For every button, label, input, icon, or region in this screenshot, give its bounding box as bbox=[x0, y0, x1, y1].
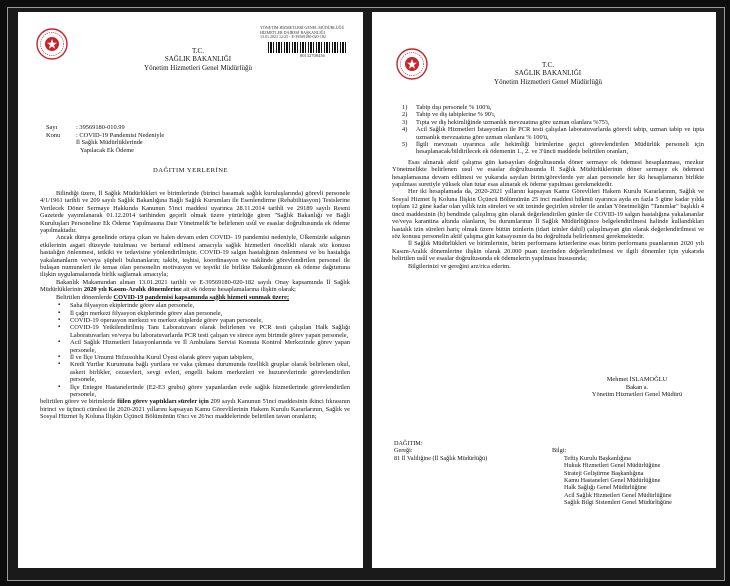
header-tc: T.C. bbox=[542, 61, 554, 69]
list-number: 2) bbox=[402, 111, 408, 119]
page-2-body bbox=[392, 104, 704, 270]
list-item: ▪ İl ve İlçe Umumi Hıfzıssıhha Kurul Üyesi olarak görev yapan tabiplere, bbox=[70, 354, 350, 361]
paragraph-1: Bilindiği üzere, İl Sağlık Müdürlükleri ve birimlerinde (birinci basamak sağlık kuruluşlarında) görevli personele 4/1/1961 tarihli ve 209 sayılı Sağlık Bakanlığına Bağlı Sağlık Kurumları ile Esenlendirme (Rehabilitasyon) Tesislerine Verilecek Döner Sermaye Hakkında Kanunun 5'inci maddesi uyarınca 28.11.2014 tarihli ve 29189 sayılı Resmi Gazetede yayımlanarak 01.12.2014 tarihinden geçerli olmak üzere yürürlüğe giren "Sağlık Bakanlığı ve Bağlı Kuruluşları Personeline Ek Ödeme Yapılmasına Dair Yönetmelik"te belirlenen usûl ve esaslar doğrultusunda ek ödeme yapılmaktadır. bbox=[40, 190, 350, 235]
list-number: 1) bbox=[402, 104, 408, 111]
konu-value: : COVID-19 Pandemisi Nedeniyle bbox=[76, 131, 165, 139]
header-tc: T.C. bbox=[192, 47, 204, 55]
signature-block bbox=[572, 376, 702, 399]
list-item bbox=[402, 104, 704, 111]
header-ministry: SAĞLIK BAKANLIĞI bbox=[164, 55, 232, 64]
paragraph-5-emphasis: fiilen görev yaptıkları süreler için bbox=[117, 398, 209, 406]
letterhead bbox=[118, 47, 278, 72]
konu-line-3: Yapılacak Ek Ödeme bbox=[80, 146, 135, 154]
distribution-gereg-item: 81 İl Valiliğine (İl Sağlık Müdürlüğü) bbox=[394, 454, 488, 462]
barcode-icon bbox=[268, 42, 348, 53]
list-item: ▪ Acil Sağlık Hizmetleri İstasyonlarında ve İl Ambulans Servisi Komuta Kontrol Merkezinde görev yapan personele, bbox=[70, 339, 350, 354]
list-item: Hukuk Hizmetleri Genel Müdürlüğüne bbox=[564, 462, 661, 470]
paragraph-5 bbox=[40, 398, 350, 420]
document-page-1 bbox=[18, 12, 363, 568]
barcode-number: 00132708436 bbox=[300, 52, 325, 58]
header-directorate: Yönetim Hizmetleri Genel Müdürlüğü bbox=[494, 77, 602, 86]
duty-list bbox=[40, 302, 350, 398]
list-item: Halk Sağlığı Genel Müdürlüğüne bbox=[564, 484, 647, 492]
stamp-line-1: YÖNETİM HİZMETLERİ GENEL MÜDÜRLÜĞÜ bbox=[260, 25, 345, 30]
distribution-gereg-label: Gereği: bbox=[394, 447, 413, 455]
distribution-list bbox=[394, 440, 704, 507]
page-1-body bbox=[40, 190, 350, 421]
header-directorate: Yönetim Hizmetleri Genel Müdürlüğü bbox=[144, 63, 252, 72]
paragraph-3-text: Bakanlık Makamından alınan 13.01.2021 tarihli ve E-39569180-020-182 sayılı Onay kapsamında İl Sağlık Müdürlüklerinin bbox=[40, 278, 350, 294]
closing-line: Bilgilerinizi ve gereğini arz/rica ederim. bbox=[408, 262, 511, 270]
list-item bbox=[402, 119, 704, 126]
letterhead bbox=[468, 61, 628, 86]
sayi-value: : 39569180-010.99 bbox=[76, 124, 125, 131]
paragraph-6: Esas alınarak aktif çalışma gün katsayıları doğrultusunda döner sermaye ek ödemesi hesaplanması, mezkur Yönetmelikte belirlenen usul ve esaslar doğrultusunda İl Sağlık Müdürlüklerinin döner sermaye ek ödemesi hesaplamasına devam edilmesi ve yukarıda sayılan birim/görevlerde yer alan personele her iki hesaplamanın birlikte yapılması suretiyle yüksek olan tutar esas alınarak ek ödeme yapılması gerekmektedir. bbox=[392, 158, 704, 189]
list-item: Strateji Geliştirme Başkanlığına bbox=[564, 469, 644, 477]
paragraph-4 bbox=[40, 294, 350, 301]
list-item: Sağlık Bilgi Sistemleri Genel Müdürlüğüne bbox=[564, 499, 672, 507]
registry-stamp bbox=[260, 26, 358, 58]
signer-name: Mehmet İSLAMOĞLU bbox=[606, 376, 668, 383]
list-text: Tabip ve diş tabiplerine % 90'ı, bbox=[416, 111, 496, 119]
header-ministry: SAĞLIK BAKANLIĞI bbox=[514, 69, 582, 78]
list-item: Teftiş Kurulu Başkanlığına bbox=[564, 454, 631, 462]
list-item: Acil Sağlık Hizmetleri Genel Müdürlüğüne bbox=[564, 491, 672, 499]
list-item bbox=[402, 141, 704, 156]
list-text: Tabip dışı personele % 100'ü, bbox=[416, 104, 492, 111]
list-number: 4) bbox=[402, 126, 408, 134]
paragraph-5-text: belirtilen görev ve birimlerde bbox=[40, 398, 118, 406]
list-item: Kamu Hastaneleri Genel Müdürlüğüne bbox=[564, 477, 661, 485]
list-text: Acil Sağlık Hizmetleri İstasyonları ile PCR testi çalışılan laboratuvarlarda görevli tabip, uzman tabip ve tıpta uzmanlık mevzuatına göre uzman olanlara % 100'ü, bbox=[416, 126, 704, 141]
list-number: 5) bbox=[402, 141, 408, 149]
paragraph-3 bbox=[40, 279, 350, 294]
stamp-line-2: HİZMETLER DAİRESİ BAŞKANLIĞI bbox=[260, 29, 325, 35]
paragraph-8: İl Sağlık Müdürlükleri ve birimlerinin, birim performans kriterlerine esas birim performans puanlarının 2020 yılı Kasım-Aralık dönemlerine ilişkin olarak 20.000 puan üzerinden değerlendirilmesi ve ilgili dönemler için yukarıda belirtilen usûl ve esaslar doğrultusunda ek ödemelerin yapılması hususunda; bbox=[392, 240, 704, 263]
paragraph-2: Ancak dünya genelinde ortaya çıkan ve halen devam eden COVID- 19 pandemisi nedeniyle, Ülkemizde salgının etkilerinin asgari düzeyde tutulması ve bertaraf edilmesi amacıyla sağlık hizmetleri öncelikli olarak söz konusu hastalığın önlenmesi, tetkiki ve tedavisine yönlendirilmiştir. COVID-19 salgın hastalığının önlenmesi ve bu hastalığa yakalananların ve/veya şüpheli bulunanların; takibi, teşhisi, koordinasyon ve naklinde görevlendirilen personel ile bulaşan numuneleri ile temas olan personelin motivasyon ve teşviki ile birlikte Bakanlığımızın ek ödeme dağıtımına ilişkin uygulamalarında birlik sağlamak amacıyla; bbox=[40, 234, 350, 279]
paragraph-7: Her iki hesaplamada da, 2020-2021 yıllarını kapsayan Kamu Görevlileri Hakem Kurulu Kararlarının, Sağlık ve Sosyal Hizmet İş Koluna İlişkin Üçüncü Bölümünün 25 inci maddesi hükmü uyarınca ayda en fazla 5 güne kadar yılda toplam 12 güne kadar olan yıllık izin süreleri ve süt izninde geçirilen süreler ile anılan Yönetmeliğin "Tanımlar" başlıklı 4 üncü maddesinin (h) bendinde çalışılmış gün olarak değerlendirilen günler ile COVID-19 salgın hastalığına yakalananlar ve/veya karantina altında olanların, bu durumlarının İl Sağlık Müdürlüğünce belgelendirilmesi halinde kullandıkları hastalık izin süreleri hariç olmak üzere bütün izinlerin (idari izinler dahil) çalışılmayan gün olarak değerlendirilmesi ve söz konusu personelin aktif çalışma gün katsayısının da bu doğrultuda belirlenmesi gerekmektedir. bbox=[392, 188, 704, 240]
list-item: ▪ İl çağrı merkezi filyasyon ekiplerinde görev alan personele, bbox=[70, 310, 350, 317]
stamp-line-3: 13.01.2021 12:25 - E-39569180-020-182 bbox=[260, 34, 326, 40]
list-item: ▪ COVID-19 Yetkilendirilmiş Tanı Laboratuvarı olarak belirlenen ve PCR testi çalışılan Halk Sağlığı Laboratuvarları ve/veya bu laboratuvarlarda PCR testi çalışan ve sürece aynı birimde görev yapan personele, bbox=[70, 324, 350, 339]
list-text: Tıpta ve diş hekimliğinde uzmanlık mevzuatına göre uzman olanlara %75'i, bbox=[416, 118, 610, 126]
signer-role: Bakan a. bbox=[625, 383, 649, 391]
list-item bbox=[402, 111, 704, 118]
list-item: ▪ COVID-19 operasyon merkezi ve merkez ekiplerde görev yapan personele, bbox=[70, 317, 350, 324]
distribution-bilgi-label: Bilgi: bbox=[552, 447, 567, 455]
ministry-logo-icon bbox=[396, 48, 428, 80]
distribution-title: DAĞITIM: bbox=[394, 440, 423, 447]
list-item: ▪ Kredi Yurtlar Kurumuna bağlı yurtlara ve vaka çıkması durumunda özellikli gruplar olarak belirlenen okul, askeri birlikler, cezaevleri, sevgi evleri, engelli bakım merkezleri ve huzurevlerinde görevlendirilen personele, bbox=[70, 361, 350, 383]
paragraph-3-end: ait ek ödeme hesaplamalarına ilişkin olarak; bbox=[181, 286, 296, 294]
paragraph-4-scope: COVID-19 pandemisi kapsamında sağlık hizmeti sunmak üzere; bbox=[113, 293, 290, 301]
list-item: ▪ İlçe Entegre Hastanelerinde (E2-E3 grubu) görev yapanlardan evde sağlık hizmetlerinde görevlendirilen personele, bbox=[70, 384, 350, 399]
list-item bbox=[402, 126, 704, 141]
addressee-title: DAĞITIM YERLERİNE bbox=[152, 167, 229, 174]
list-number: 3) bbox=[402, 118, 408, 126]
ministry-logo-icon bbox=[36, 28, 68, 60]
sayi-label: Sayı bbox=[46, 124, 58, 131]
konu-line-2: İl Sağlık Müdürlüklerinde bbox=[76, 139, 143, 147]
document-meta bbox=[46, 124, 164, 154]
distribution-bilgi-items bbox=[552, 455, 672, 507]
signer-title: Yönetim Hizmetleri Genel Müdürü bbox=[591, 391, 683, 399]
paragraph-4-text: Belirtilen dönemlerde bbox=[56, 293, 114, 301]
konu-label: Konu bbox=[46, 131, 61, 139]
list-text: İlgili mevzuatı uyarınca aile hekimliği birimlerine geçici görevlendirilen Müdürlük personeli için hesaplanacak/bildirilecek ek ödemenin 1., 2. ve 3'üncü maddede belirtilen oranları, bbox=[416, 141, 704, 156]
paragraph-3-period: 2020 yılı Kasım-Aralık dönemlerine bbox=[83, 286, 182, 294]
list-item: ▪ Saha filyasyon ekiplerinde görev alan personele, bbox=[70, 302, 350, 309]
paragraph-5-end: 209 sayılı Kanunun 5'inci maddesinin ikinci fıkrasının birinci ve üçüncü cümlesi ile 2020-2021 yıllarını kapsayan Kamu Görevlilerinin Hakem Kurulu Kararlarının, Sağlık ve Sosyal Hizmet İş Koluna İlişkin Üçüncü Bölümünün 6'ncı ve 26'ncı maddelerinde belirtilen tavan oranların; bbox=[40, 398, 350, 421]
document-page-2 bbox=[372, 12, 716, 568]
rate-list bbox=[392, 104, 704, 156]
